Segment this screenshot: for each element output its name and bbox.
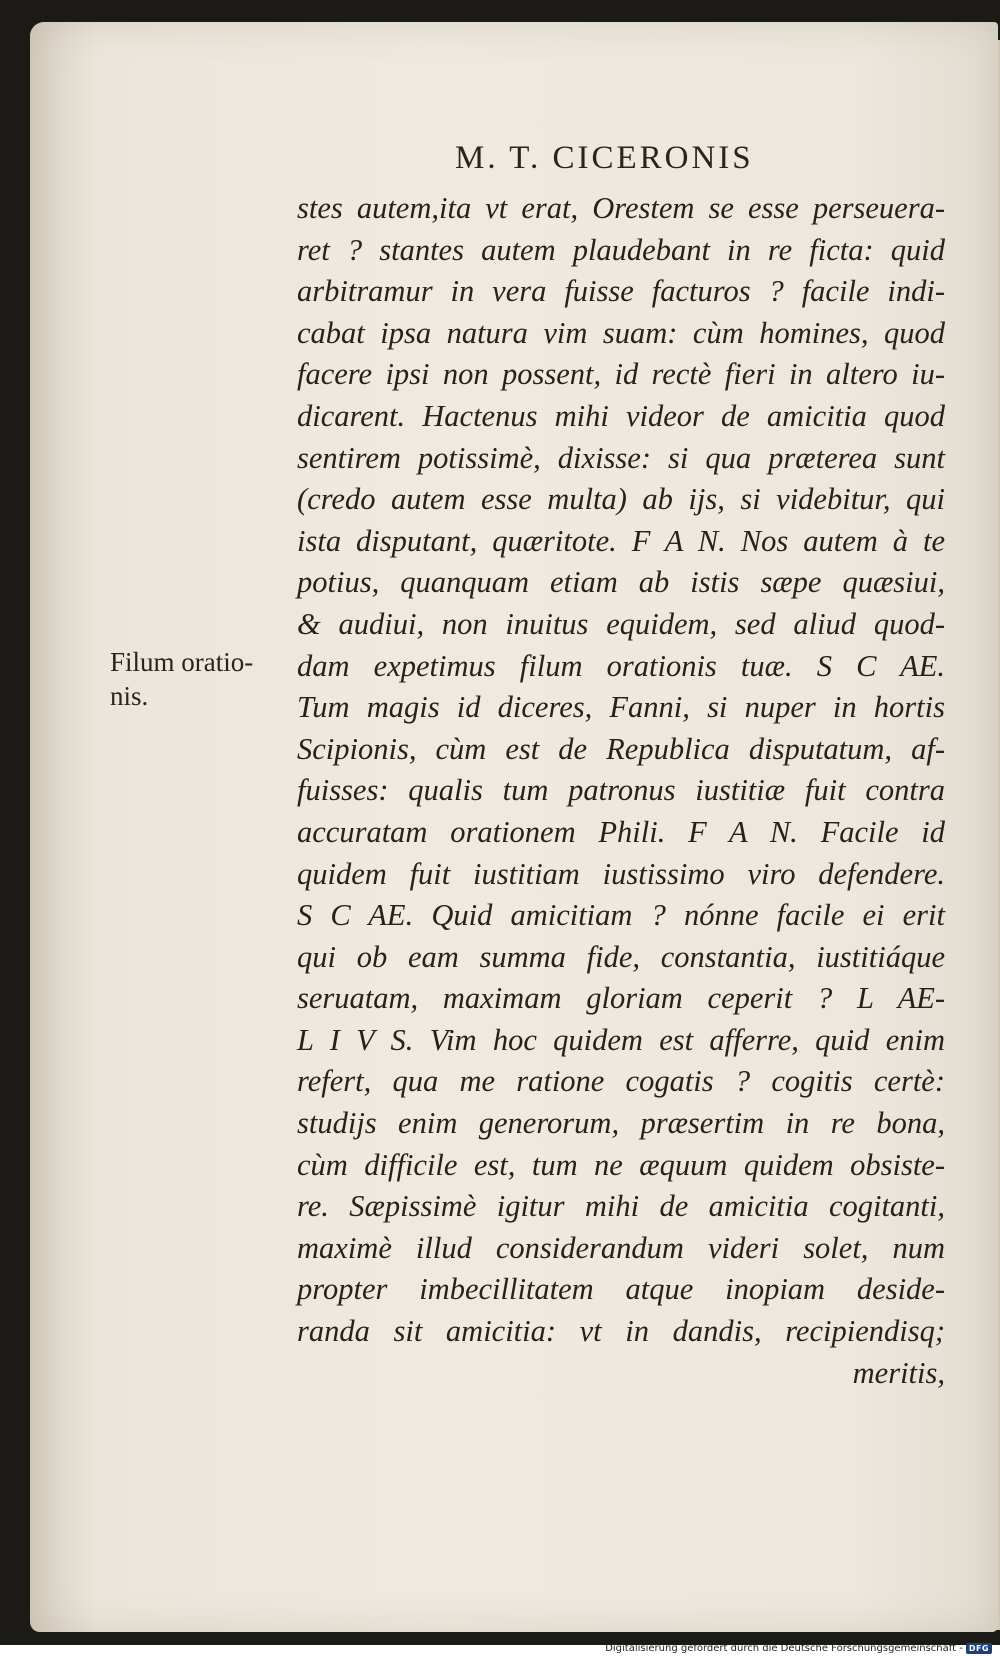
text-line: seruatam, maximam gloriam ceperit ? L AE- <box>297 981 945 1016</box>
text-line: Scipionis, cùm est de Republica disputatum, af- <box>297 731 945 766</box>
catchword: meritis, <box>852 1355 945 1390</box>
text-line: propter imbecillitatem atque inopiam deside- <box>297 1272 945 1307</box>
text-line: L I V S. Vim hoc quidem est afferre, quid enim <box>297 1022 945 1057</box>
text-line: facere ipsi non possent, id rectè fieri in altero iu- <box>297 357 945 392</box>
text-line: stes autem,ita vt erat, Orestem se esse perseuera- <box>297 191 945 225</box>
margin-note <box>110 645 253 713</box>
text-line: fuisses: qualis tum patronus iustitiæ fuit contra <box>297 773 945 808</box>
text-line: refert, qua me ratione cogatis ? cogitis certè: <box>297 1064 945 1099</box>
text-line: studijs enim generorum, præsertim in re bona, <box>297 1106 945 1141</box>
text-line: ista disputant, quæritote. F A N. Nos autem à te <box>297 523 945 558</box>
text-line: Tum magis id diceres, Fanni, si nuper in hortis <box>297 690 945 725</box>
text-line: cùm difficile est, tum ne æquum quidem obsiste- <box>297 1147 945 1182</box>
text-line: & audiui, non inuitus equidem, sed aliud quod- <box>297 606 945 641</box>
dfg-logo: DFG <box>966 1643 992 1654</box>
text-line: cabat ipsa natura vim suam: cùm homines, quod <box>297 315 945 350</box>
text-line: ret ? stantes autem plaudebant in re ficta: quid <box>297 232 945 267</box>
digitization-credit <box>605 1643 992 1654</box>
credit-text: Digitalisierung gefördert durch die Deutsche Forschungsgemeinschaft - <box>605 1643 963 1654</box>
text-line: arbitramur in vera fuisse facturos ? facile indi- <box>297 274 945 309</box>
text-line: maximè illud considerandum videri solet, num <box>297 1230 945 1265</box>
text-line: dam expetimus filum orationis tuæ. S C AE. <box>297 648 945 683</box>
running-head: M. T. CICERONIS <box>455 140 754 176</box>
text-line: (credo autem esse multa) ab ijs, si videbitur, qui <box>297 482 945 517</box>
text-line: quidem fuit iustitiam iustissimo viro defendere. <box>297 856 945 891</box>
margin-note-line: Filum oratio- <box>110 647 254 677</box>
text-line: potius, quanquam etiam ab istis sæpe quæsiui, <box>297 565 945 600</box>
text-line: sentirem potissimè, dixisse: si qua præterea sunt <box>297 440 945 475</box>
text-line: qui ob eam summa fide, constantia, iustitiáque <box>297 939 945 974</box>
text-line: accuratam orationem Phili. F A N. Facile id <box>297 814 945 849</box>
text-line: dicarent. Hactenus mihi videor de amicitia quod <box>297 398 945 433</box>
text-line: randa sit amicitia: vt in dandis, recipiendisq; <box>297 1314 945 1349</box>
body-text <box>297 188 945 1394</box>
text-line: S C AE. Quid amicitiam ? nónne facile ei erit <box>297 898 945 933</box>
margin-note-line: nis. <box>110 681 149 711</box>
text-line: re. Sæpissimè igitur mihi de amicitia cogitanti, <box>297 1189 945 1224</box>
